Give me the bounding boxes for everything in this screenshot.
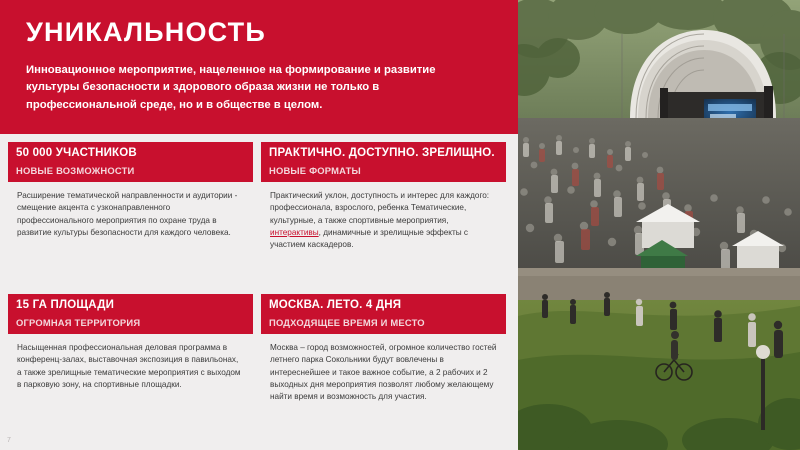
card-title: 15 ГА ПЛОЩАДИ [16, 299, 115, 311]
card-territory[interactable] [8, 294, 253, 444]
card-header [261, 142, 506, 182]
card-header [261, 294, 506, 334]
card-body-part2: , динамичные и зрелищные эффекты с участием каскадеров. [270, 227, 468, 250]
cards-grid [0, 134, 518, 450]
outdoor-festival-crowd-photo [518, 0, 800, 450]
page-number: 7 [7, 437, 11, 444]
card-title: ПРАКТИЧНО. ДОСТУПНО. ЗРЕЛИЩНО. [269, 147, 495, 159]
card-subtitle: ПОДХОДЯЩЕЕ ВРЕМЯ И МЕСТО [269, 316, 425, 328]
card-formats[interactable] [261, 142, 506, 282]
card-body: Москва – город возможностей, огромное количество гостей летнего парка Сокольники будут вовлечены в интереснейшее и такое важное событие, а 2 рабочих и 2 выходных дня мероприятия позволят любому желающему найти время и возможность для участия. [270, 343, 497, 402]
card-time-place[interactable] [261, 294, 506, 444]
card-title: МОСКВА. ЛЕТО. 4 ДНЯ [269, 299, 402, 311]
page-title: УНИКАЛЬНОСТЬ [26, 17, 266, 47]
card-header [8, 142, 253, 182]
card-subtitle: ОГРОМНАЯ ТЕРРИТОРИЯ [16, 316, 141, 328]
card-body: Расширение тематической направленности и аудитории - смещение акцента с узконаправленного профессионального мероприятия по охране труда в развитие культуры безопасности для каждого человека. [17, 191, 238, 237]
card-subtitle: НОВЫЕ ВОЗМОЖНОСТИ [16, 164, 135, 176]
page-subtitle: Инновационное мероприятие, нацеленное на формирование и развитие культуры безопасности и здорового образа жизни не только в профессиональной среде, но и в обществе в целом. [26, 63, 436, 111]
header-band [0, 0, 518, 134]
card-subtitle: НОВЫЕ ФОРМАТЫ [269, 164, 361, 176]
card-body-part1: Практический уклон, доступность и интерес для каждого: профессионала, взрослого, ребенка Тематические, культурные, а также спортивные мероприятия, [270, 191, 490, 225]
cards-row-top [8, 142, 510, 282]
card-body: Насыщенная профессиональная деловая программа в конференц-залах, выставочная экспозиция в павильонах, а также зрелищные тематические мероприятия с выходом в парковую зону, на спортивные площадки. [17, 343, 241, 389]
card-header [8, 294, 253, 334]
card-body [261, 182, 506, 251]
cards-row-bottom [8, 294, 510, 444]
card-body-highlight: интерактивы [270, 227, 319, 237]
card-title: 50 000 УЧАСТНИКОВ [16, 147, 137, 159]
card-participants[interactable] [8, 142, 253, 282]
